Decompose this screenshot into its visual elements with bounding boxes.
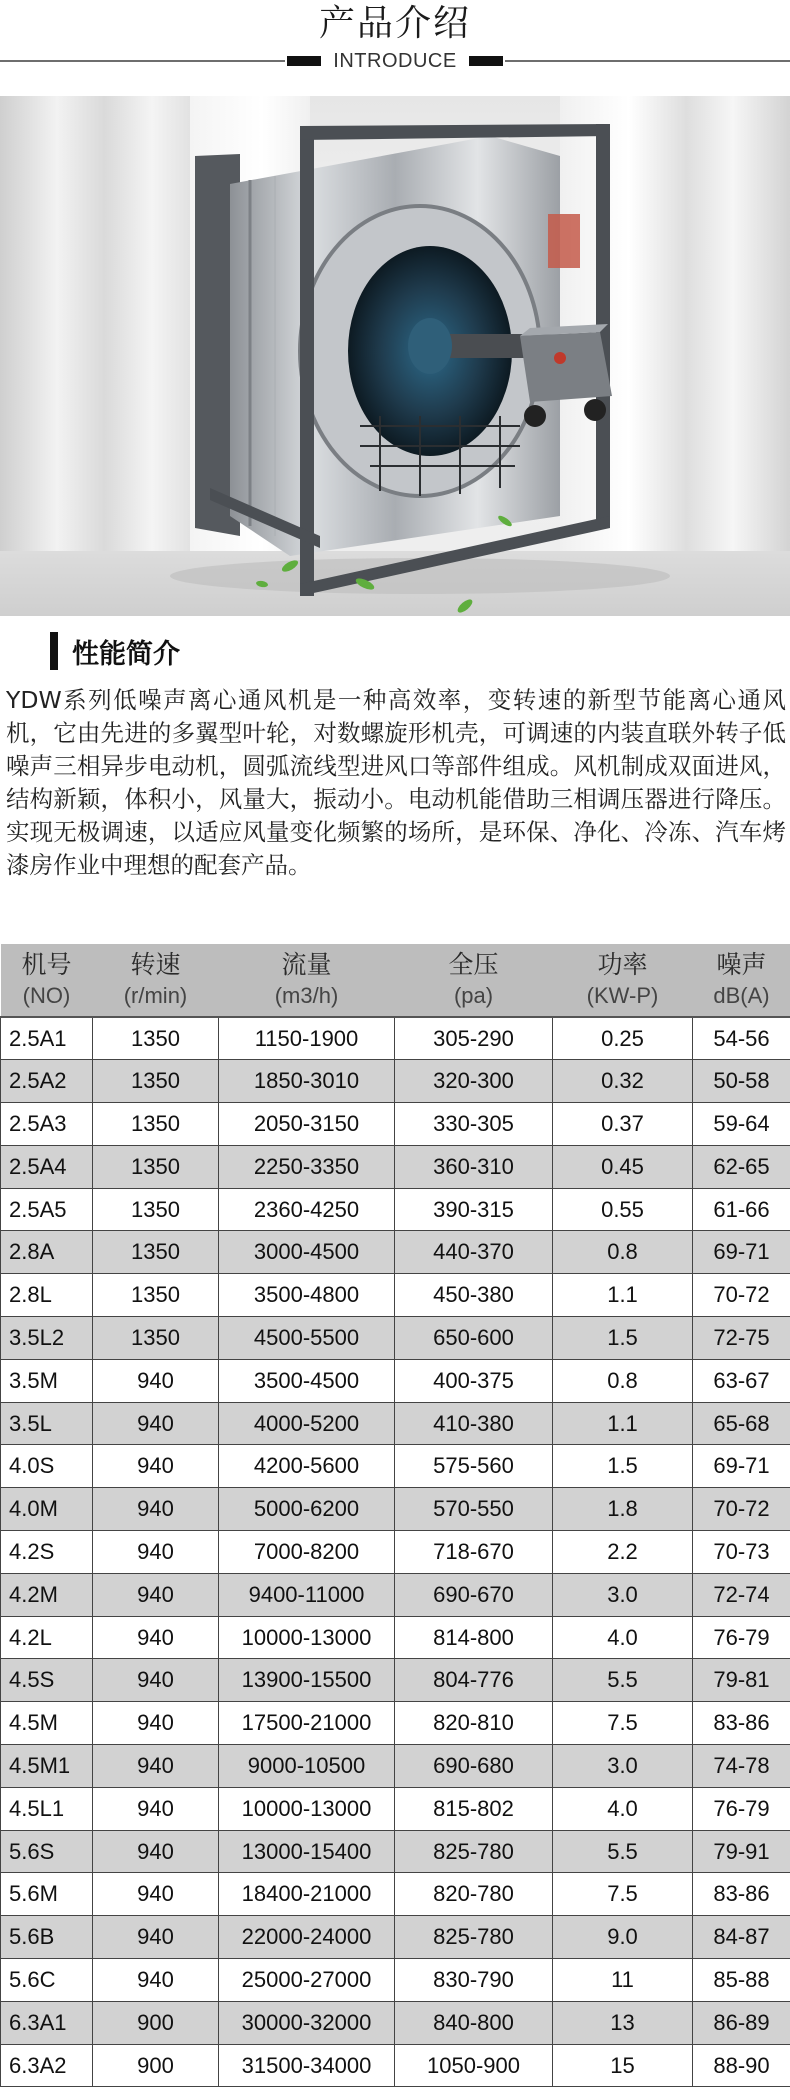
table-cell: 5.5 — [553, 1659, 693, 1702]
table-cell: 3.5M — [1, 1359, 93, 1402]
table-cell: 3.0 — [553, 1573, 693, 1616]
table-row — [1, 1830, 790, 1873]
table-cell: 79-91 — [693, 1830, 790, 1873]
table-row — [1, 1317, 790, 1360]
table-cell: 72-75 — [693, 1317, 790, 1360]
table-cell: 63-67 — [693, 1359, 790, 1402]
table-cell: 900 — [93, 2044, 219, 2087]
table-cell: 1.8 — [553, 1488, 693, 1531]
table-cell: 6.3A1 — [1, 2001, 93, 2044]
column-header-label: 机号 — [21, 950, 72, 979]
table-cell: 59-64 — [693, 1103, 790, 1146]
table-cell: 1.1 — [553, 1274, 693, 1317]
table-cell: 940 — [93, 1488, 219, 1531]
column-header-unit: dB(A) — [713, 982, 770, 1008]
table-cell: 2.8L — [1, 1274, 93, 1317]
table-cell: 1350 — [93, 1145, 219, 1188]
table-cell: 70-72 — [693, 1274, 790, 1317]
table-cell: 570-550 — [395, 1488, 553, 1531]
table-cell: 5.6S — [1, 1830, 93, 1873]
table-cell: 9400-11000 — [219, 1573, 395, 1616]
table-cell: 3.0 — [553, 1745, 693, 1788]
column-header — [693, 944, 790, 1017]
table-cell: 690-670 — [395, 1573, 553, 1616]
column-header — [553, 944, 693, 1017]
table-cell: 31500-34000 — [219, 2044, 395, 2087]
table-cell: 320-300 — [395, 1060, 553, 1103]
table-cell: 17500-21000 — [219, 1702, 395, 1745]
table-cell: 390-315 — [395, 1188, 553, 1231]
table-cell: 814-800 — [395, 1616, 553, 1659]
table-cell: 9.0 — [553, 1916, 693, 1959]
table-cell: 2.2 — [553, 1531, 693, 1574]
table-cell: 4200-5600 — [219, 1445, 395, 1488]
table-cell: 10000-13000 — [219, 1787, 395, 1830]
table-cell: 4000-5200 — [219, 1402, 395, 1445]
table-cell: 3500-4500 — [219, 1359, 395, 1402]
table-cell: 940 — [93, 1787, 219, 1830]
table-cell: 30000-32000 — [219, 2001, 395, 2044]
table-cell: 25000-27000 — [219, 1959, 395, 2002]
table-cell: 7.5 — [553, 1873, 693, 1916]
intro-paragraph: YDW系列低噪声离心通风机是一种高效率，变转速的新型节能离心通风机，它由先进的多翼型叶轮，对数螺旋形机壳，可调速的内装直联外转子低噪声三相异步电动机，圆弧流线型进风口等部件组成。风机制成双面进风，结构新颖，体积小，风量大，振动小。电动机能借助三相调压器进行降压。实现无极调速，以适应风量变化频繁的场所，是环保、净化、冷冻、汽车烤漆房作业中理想的配套产品。 — [6, 686, 786, 879]
table-cell: 7.5 — [553, 1702, 693, 1745]
table-cell: 2.5A1 — [1, 1017, 93, 1060]
table-row — [1, 1873, 790, 1916]
column-header-unit: (pa) — [453, 982, 494, 1008]
table-cell: 4.0M — [1, 1488, 93, 1531]
table-cell: 62-65 — [693, 1145, 790, 1188]
table-cell: 940 — [93, 1745, 219, 1788]
table-cell: 575-560 — [395, 1445, 553, 1488]
table-cell: 83-86 — [693, 1873, 790, 1916]
table-cell: 940 — [93, 1659, 219, 1702]
table-cell: 0.45 — [553, 1145, 693, 1188]
table-row — [1, 1274, 790, 1317]
table-cell: 15 — [553, 2044, 693, 2087]
table-cell: 50-58 — [693, 1060, 790, 1103]
column-header-label: 噪声 — [716, 950, 767, 979]
column-header — [93, 944, 219, 1017]
table-cell: 5.5 — [553, 1830, 693, 1873]
divider-left — [0, 60, 285, 62]
table-cell: 940 — [93, 1873, 219, 1916]
table-cell: 940 — [93, 1959, 219, 2002]
product-photo — [0, 96, 790, 616]
fan-illustration — [0, 96, 790, 616]
table-cell: 940 — [93, 1830, 219, 1873]
table-cell: 83-86 — [693, 1702, 790, 1745]
table-cell: 0.8 — [553, 1359, 693, 1402]
table-cell: 5.6B — [1, 1916, 93, 1959]
table-cell: 13 — [553, 2001, 693, 2044]
section-heading — [50, 632, 180, 670]
table-cell: 88-90 — [693, 2044, 790, 2087]
table-cell: 1350 — [93, 1060, 219, 1103]
column-header-label: 流量 — [281, 950, 332, 979]
table-cell: 0.37 — [553, 1103, 693, 1146]
table-cell: 79-81 — [693, 1659, 790, 1702]
table-cell: 2.5A5 — [1, 1188, 93, 1231]
table-cell: 1.1 — [553, 1402, 693, 1445]
table-cell: 2250-3350 — [219, 1145, 395, 1188]
table-cell: 70-72 — [693, 1488, 790, 1531]
table-cell: 4.0 — [553, 1787, 693, 1830]
column-header-label: 功率 — [597, 950, 648, 979]
section-title: 性能简介 — [72, 638, 180, 670]
table-cell: 1850-3010 — [219, 1060, 395, 1103]
table-cell: 940 — [93, 1531, 219, 1574]
table-cell: 360-310 — [395, 1145, 553, 1188]
table-row — [1, 1103, 790, 1146]
table-cell: 5.6M — [1, 1873, 93, 1916]
table-cell: 2050-3150 — [219, 1103, 395, 1146]
table-cell: 940 — [93, 1445, 219, 1488]
table-row — [1, 1488, 790, 1531]
table-cell: 5.6C — [1, 1959, 93, 2002]
table-row — [1, 1145, 790, 1188]
table-cell: 69-71 — [693, 1231, 790, 1274]
page-subtitle: INTRODUCE — [333, 50, 457, 72]
column-header-label: 全压 — [448, 950, 499, 979]
spec-table — [0, 944, 790, 2087]
table-cell: 815-802 — [395, 1787, 553, 1830]
divider-right — [505, 60, 790, 62]
table-cell: 3500-4800 — [219, 1274, 395, 1317]
table-header-row — [1, 944, 790, 1017]
table-cell: 69-71 — [693, 1445, 790, 1488]
table-row — [1, 1060, 790, 1103]
table-cell: 1350 — [93, 1231, 219, 1274]
table-row — [1, 1745, 790, 1788]
table-cell: 9000-10500 — [219, 1745, 395, 1788]
table-cell: 940 — [93, 1573, 219, 1616]
table-cell: 2360-4250 — [219, 1188, 395, 1231]
column-header-unit: (m3/h) — [274, 982, 339, 1008]
table-row — [1, 1359, 790, 1402]
table-cell: 2.5A2 — [1, 1060, 93, 1103]
table-cell: 2.5A3 — [1, 1103, 93, 1146]
table-cell: 4.0 — [553, 1616, 693, 1659]
column-header-unit: (KW-P) — [586, 982, 659, 1008]
table-cell: 11 — [553, 1959, 693, 2002]
table-cell: 1050-900 — [395, 2044, 553, 2087]
table-cell: 330-305 — [395, 1103, 553, 1146]
table-cell: 18400-21000 — [219, 1873, 395, 1916]
column-header — [395, 944, 553, 1017]
table-cell: 85-88 — [693, 1959, 790, 2002]
table-cell: 3.5L2 — [1, 1317, 93, 1360]
table-cell: 13900-15500 — [219, 1659, 395, 1702]
table-cell: 825-780 — [395, 1830, 553, 1873]
table-cell: 72-74 — [693, 1573, 790, 1616]
table-cell: 940 — [93, 1702, 219, 1745]
accent-bar-left — [287, 56, 321, 66]
table-cell: 0.8 — [553, 1231, 693, 1274]
table-cell: 1.5 — [553, 1317, 693, 1360]
table-cell: 4.2S — [1, 1531, 93, 1574]
table-cell: 4.5S — [1, 1659, 93, 1702]
table-cell: 2.8A — [1, 1231, 93, 1274]
table-cell: 450-380 — [395, 1274, 553, 1317]
table-cell: 400-375 — [395, 1359, 553, 1402]
table-cell: 690-680 — [395, 1745, 553, 1788]
table-cell: 940 — [93, 1402, 219, 1445]
table-cell: 7000-8200 — [219, 1531, 395, 1574]
table-cell: 650-600 — [395, 1317, 553, 1360]
table-cell: 54-56 — [693, 1017, 790, 1060]
table-cell: 410-380 — [395, 1402, 553, 1445]
column-header — [1, 944, 93, 1017]
table-cell: 1350 — [93, 1188, 219, 1231]
table-cell: 76-79 — [693, 1787, 790, 1830]
table-cell: 1350 — [93, 1017, 219, 1060]
table-cell: 4.0S — [1, 1445, 93, 1488]
table-cell: 1350 — [93, 1103, 219, 1146]
table-cell: 74-78 — [693, 1745, 790, 1788]
table-cell: 1150-1900 — [219, 1017, 395, 1060]
table-cell: 940 — [93, 1916, 219, 1959]
table-cell: 940 — [93, 1359, 219, 1402]
table-cell: 4500-5500 — [219, 1317, 395, 1360]
table-cell: 3000-4500 — [219, 1231, 395, 1274]
table-cell: 840-800 — [395, 2001, 553, 2044]
table-cell: 61-66 — [693, 1188, 790, 1231]
table-cell: 825-780 — [395, 1916, 553, 1959]
table-cell: 4.2L — [1, 1616, 93, 1659]
table-cell: 804-776 — [395, 1659, 553, 1702]
table-cell: 0.25 — [553, 1017, 693, 1060]
table-row — [1, 1445, 790, 1488]
column-header — [219, 944, 395, 1017]
table-cell: 3.5L — [1, 1402, 93, 1445]
table-cell: 1350 — [93, 1274, 219, 1317]
table-body — [1, 1017, 790, 2087]
page-header — [0, 0, 790, 80]
table-cell: 5000-6200 — [219, 1488, 395, 1531]
table-cell: 2.5A4 — [1, 1145, 93, 1188]
table-cell: 1.5 — [553, 1445, 693, 1488]
table-cell: 84-87 — [693, 1916, 790, 1959]
page-title: 产品介绍 — [318, 3, 471, 44]
table-row — [1, 2001, 790, 2044]
table-cell: 0.32 — [553, 1060, 693, 1103]
column-header-unit: (NO) — [22, 982, 71, 1008]
table-row — [1, 1702, 790, 1745]
column-header-label: 转速 — [130, 950, 181, 979]
table-cell: 4.5M — [1, 1702, 93, 1745]
table-cell: 830-790 — [395, 1959, 553, 2002]
table-cell: 86-89 — [693, 2001, 790, 2044]
section-accent-bar — [50, 632, 58, 670]
table-cell: 6.3A2 — [1, 2044, 93, 2087]
table-row — [1, 1531, 790, 1574]
table-row — [1, 1017, 790, 1060]
table-cell: 4.5L1 — [1, 1787, 93, 1830]
table-row — [1, 1231, 790, 1274]
table-cell: 440-370 — [395, 1231, 553, 1274]
table-cell: 718-670 — [395, 1531, 553, 1574]
table-cell: 305-290 — [395, 1017, 553, 1060]
table-cell: 940 — [93, 1616, 219, 1659]
table-row — [1, 2044, 790, 2087]
accent-bar-right — [469, 56, 503, 66]
table-row — [1, 1959, 790, 2002]
table-row — [1, 1188, 790, 1231]
table-cell: 4.5M1 — [1, 1745, 93, 1788]
table-cell: 900 — [93, 2001, 219, 2044]
table-row — [1, 1402, 790, 1445]
table-cell: 4.2M — [1, 1573, 93, 1616]
column-header-unit: (r/min) — [123, 982, 188, 1008]
table-row — [1, 1916, 790, 1959]
table-cell: 820-810 — [395, 1702, 553, 1745]
table-row — [1, 1659, 790, 1702]
table-cell: 76-79 — [693, 1616, 790, 1659]
table-cell: 65-68 — [693, 1402, 790, 1445]
table-cell: 70-73 — [693, 1531, 790, 1574]
table-cell: 1350 — [93, 1317, 219, 1360]
table-row — [1, 1787, 790, 1830]
table-cell: 22000-24000 — [219, 1916, 395, 1959]
table-cell: 13000-15400 — [219, 1830, 395, 1873]
table-cell: 0.55 — [553, 1188, 693, 1231]
table-cell: 820-780 — [395, 1873, 553, 1916]
table-cell: 10000-13000 — [219, 1616, 395, 1659]
table-row — [1, 1616, 790, 1659]
table-row — [1, 1573, 790, 1616]
